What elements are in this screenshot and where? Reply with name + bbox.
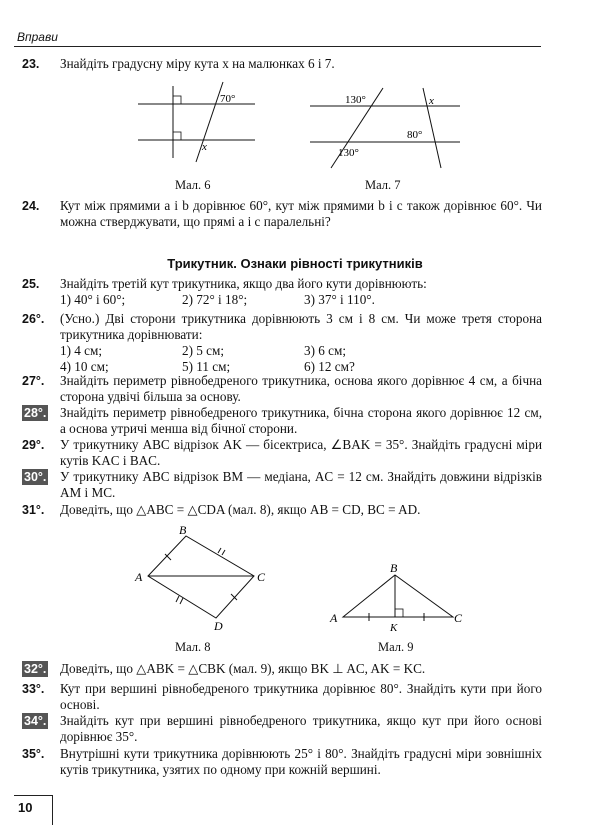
exercise-23: [22, 56, 542, 72]
option: 6) 12 см?: [304, 359, 355, 374]
exercise-text: Кут між прямими a і b дорівнює 60°, кут між прямими b і c також дорівнює 60°. Чи можна стверджувати, що прямі a і c паралельні?: [60, 198, 542, 229]
exercise-26: [22, 311, 542, 375]
section-header: Вправи: [17, 30, 58, 44]
option: 2) 72° і 18°;: [182, 292, 248, 307]
exercise-text: Знайдіть кут при вершині рівнобедреного трикутника, якщо кут при його основі дорівнює 35°.: [60, 713, 542, 744]
option: 3) 37° і 110°.: [304, 292, 375, 307]
exercise-text: Доведіть, що △ABC = △CDA (мал. 8), якщо AB = CD, BC = AD.: [60, 502, 421, 517]
section-title: Трикутник. Ознаки рівності трикутників: [167, 256, 423, 271]
figure-6-caption: Мал. 6: [175, 178, 211, 192]
exercise-28: [22, 405, 542, 437]
exercise-text: Знайдіть периметр рівнобедреного трикутника, бічна сторона якого дорівнює 12 см, а основа утричі менша від бічної сторони.: [60, 405, 542, 436]
exercise-number: 35°.: [22, 747, 45, 761]
exercise-text: Внутрішні кути трикутника дорівнюють 25° і 80°. Знайдіть градусні міри зовнішніх кутів трикутника, узятих по одному при кожній вершині.: [60, 746, 542, 777]
exercise-number: 30°.: [24, 470, 47, 484]
exercise-30: [22, 469, 542, 501]
vertex-B: B: [179, 524, 187, 537]
exercise-number: 25.: [22, 277, 40, 291]
exercise-text: Знайдіть периметр рівнобедреного трикутника, основа якого дорівнює 4 см, а бічна сторона удвічі більша за основу.: [60, 373, 542, 404]
vertex-B: B: [390, 561, 398, 575]
exercise-number: 33°.: [22, 682, 45, 696]
option: 3) 6 см;: [304, 343, 347, 358]
figure-8-caption: Мал. 8: [175, 640, 211, 654]
exercise-text: Кут при вершині рівнобедреного трикутника дорівнює 80°. Знайдіть кути при його основі.: [60, 681, 542, 712]
figure-7-caption: Мал. 7: [365, 178, 401, 192]
page-number-divider: [52, 795, 53, 825]
exercise-number: 29°.: [22, 438, 45, 452]
x-label: x: [202, 141, 207, 153]
figure-9: [325, 560, 465, 635]
exercise-27: [22, 373, 542, 405]
figure-9-caption: Мал. 9: [378, 640, 414, 654]
vertex-C: C: [257, 570, 266, 584]
page-number: 10: [18, 800, 33, 815]
exercise-number: 27°.: [22, 374, 45, 388]
exercise-34: [22, 713, 542, 745]
exercise-24: [22, 198, 542, 230]
exercise-32: [22, 661, 542, 677]
angle-130-top: 130°: [345, 94, 366, 106]
figure-7: [305, 84, 465, 174]
x-label: x: [429, 95, 434, 107]
point-K: K: [390, 622, 398, 634]
vertex-A: A: [330, 611, 338, 625]
exercise-number: 23.: [22, 57, 40, 71]
exercise-25: [22, 276, 542, 308]
exercise-text: Доведіть, що △ABK = △CBK (мал. 9), якщо BK ⊥ AC, AK = KC.: [60, 661, 426, 676]
angle-130-bottom: 130°: [338, 147, 359, 159]
vertex-D: D: [214, 619, 223, 632]
option: 5) 11 см;: [182, 359, 231, 374]
exercise-29: [22, 437, 542, 469]
vertex-C: C: [454, 611, 463, 625]
exercise-33: [22, 681, 542, 713]
vertex-A: A: [135, 570, 143, 584]
exercise-text: У трикутнику ABC відрізок AK — бісектриса, ∠BAK = 35°. Знайдіть градусні міри кутів KAC і BAC.: [60, 437, 542, 468]
figure-6: [130, 76, 260, 166]
exercise-number: 34°.: [24, 714, 47, 728]
exercise-number: 26°.: [22, 312, 45, 326]
page-number-rule: [14, 795, 52, 796]
exercise-text: У трикутнику ABC відрізок BM — медіана, AC = 12 см. Знайдіть довжини відрізків AM і MC.: [60, 469, 542, 500]
exercise-number: 28°.: [24, 406, 47, 420]
option: 1) 40° і 60°;: [60, 292, 126, 307]
exercise-number: 31°.: [22, 503, 45, 517]
exercise-number: 24.: [22, 199, 40, 213]
angle-80: 80°: [407, 129, 423, 141]
figure-8: [130, 524, 275, 632]
exercise-text: Знайдіть градусну міру кута x на малюнках 6 і 7.: [60, 56, 335, 71]
angle-label: 70°: [220, 93, 236, 105]
options: [60, 343, 542, 375]
exercise-number: 32°.: [24, 662, 47, 676]
options: [60, 292, 542, 308]
exercise-35: [22, 746, 542, 778]
option: 2) 5 см;: [182, 343, 225, 358]
exercise-text: Знайдіть третій кут трикутника, якщо два його кути дорівнюють:: [60, 276, 427, 291]
option: 4) 10 см;: [60, 359, 109, 374]
exercise-31: [22, 502, 542, 518]
option: 1) 4 см;: [60, 343, 103, 358]
header-rule: [14, 46, 541, 47]
exercise-text: (Усно.) Дві сторони трикутника дорівнюють 3 см і 8 см. Чи може третя сторона трикутника дорівнювати:: [60, 311, 542, 342]
